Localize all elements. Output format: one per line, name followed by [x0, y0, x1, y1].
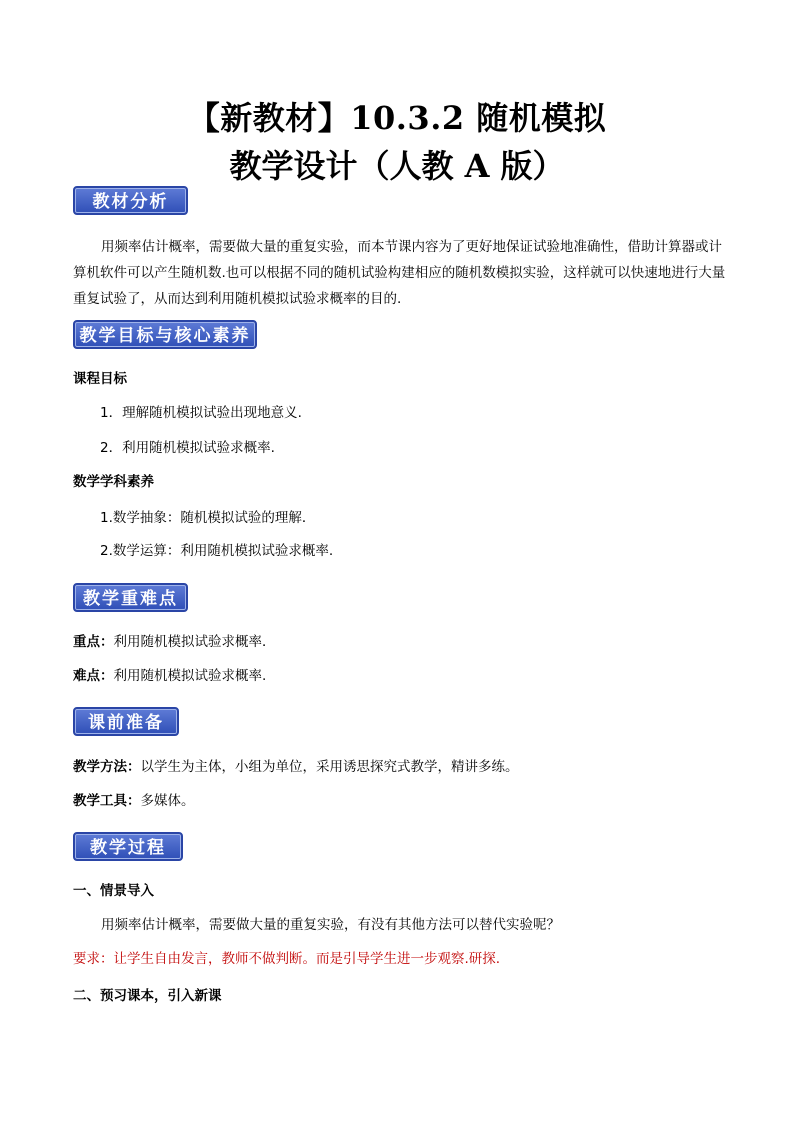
process-step1-heading: 一、情景导入 — [73, 883, 154, 899]
key-point-label: 重点： — [73, 634, 114, 650]
teaching-tool-line — [73, 788, 729, 814]
teaching-method-text: 以学生为主体，小组为单位，采用诱思探究式教学，精讲多练。 — [140, 759, 519, 775]
document-title-line2: 教学设计（人教 A 版） — [229, 147, 565, 185]
section-heading-process: 教学过程 — [73, 832, 183, 861]
process-step1-text: 用频率估计概率，需要做大量的重复实验，有没有其他方法可以替代实验呢？ — [101, 917, 560, 933]
teaching-tool-label: 教学工具： — [73, 793, 141, 809]
literacy-item: 1.数学抽象：随机模拟试验的理解． — [100, 510, 316, 526]
section-heading-prep: 课前准备 — [73, 707, 179, 736]
teaching-method-label: 教学方法： — [73, 759, 141, 775]
requirement-text: 要求：让学生自由发言，教师不做判断。而是引导学生进一步观察.研探. — [73, 951, 501, 967]
section-heading-keypoints: 教学重难点 — [73, 583, 188, 612]
analysis-paragraph: 用频率估计概率，需要做大量的重复实验，而本节课内容为了更好地保证试验地准确性，借助计算器或计算机软件可以产生随机数.也可以根据不同的随机试验构建相应的随机数模拟实验，这样就可以快速地进行大量重复试验了，从而达到利用随机模拟试验求概率的目的. — [73, 239, 726, 307]
key-point-line — [73, 629, 729, 655]
difficult-point-line — [73, 663, 729, 689]
key-point-text: 利用随机模拟试验求概率． — [113, 634, 276, 650]
literacy-heading: 数学学科素养 — [73, 474, 154, 490]
course-goal-item: 2．利用随机模拟试验求概率. — [100, 440, 275, 456]
document-title-line1: 【新教材】10.3.2 随机模拟 — [187, 99, 607, 137]
teaching-tool-text: 多媒体。 — [140, 793, 195, 809]
section-heading-analysis: 教材分析 — [73, 186, 188, 215]
literacy-item: 2.数学运算：利用随机模拟试验求概率. — [100, 543, 334, 559]
section-heading-goals: 教学目标与核心素养 — [73, 320, 257, 349]
difficult-point-text: 利用随机模拟试验求概率. — [113, 668, 267, 684]
teaching-method-line — [73, 754, 729, 780]
course-goal-item: 1．理解随机模拟试验出现地意义. — [100, 405, 302, 421]
difficult-point-label: 难点： — [73, 668, 114, 684]
course-goals-heading: 课程目标 — [73, 371, 127, 387]
process-step2-heading: 二、预习课本，引入新课 — [73, 988, 222, 1004]
